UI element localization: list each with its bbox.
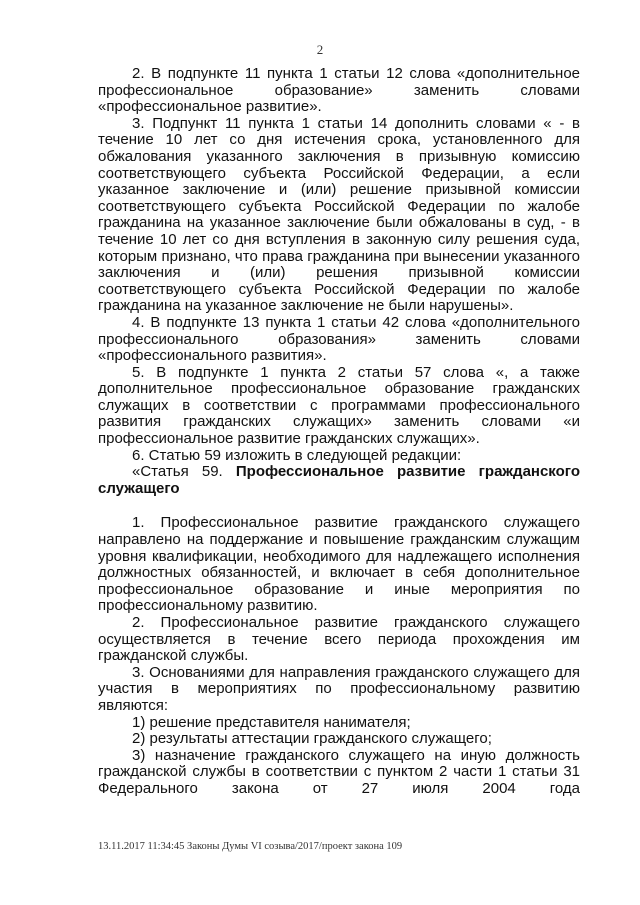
article-heading-title: Профессиональное развитие гражданского служащего xyxy=(98,463,580,497)
document-footer: 13.11.2017 11:34:45 Законы Думы VI созыва/2017/проект закона 109 xyxy=(98,841,403,852)
amendment-paragraph: 2. В подпункте 11 пункта 1 статьи 12 слова «дополнительное профессиональное образование» заменить словами «профессиональное развитие». xyxy=(98,65,580,116)
page-number: 2 xyxy=(316,42,324,57)
article-paragraph: 3. Основаниями для направления гражданского служащего для участия в мероприятиях по профессиональному развитию являются: xyxy=(98,663,580,714)
article-paragraph: 3) назначение гражданского служащего на иную должность гражданской службы в соответствии с пунктом 2 части 1 статьи 31 Федерального закона от 27 июля 2004 года xyxy=(98,746,580,797)
amendment-paragraph: 3. Подпункт 11 пункта 1 статьи 14 дополнить словами « - в течение 10 лет со дня истечения срока, установленного для обжалования указанного заключения в призывную комиссию соответствующего субъекта Российской Федерации, а если указанное заключение и (или) решение призывной комиссии соответствующего субъекта Российской Федерации по жалобе гражданина на указанное заключение были обжалованы в суд, - в течение 10 лет со дня вступления в законную силу решения суда, которым признано, что права гражданина при вынесении указанного заключения и (или) решения призывной комиссии соответствующего субъекта Российской Федерации по жалобе гражданина на указанное заключение не были нарушены». xyxy=(98,114,580,315)
article-paragraph: 2. Профессиональное развитие гражданского служащего осуществляется в течение всего периода прохождения им гражданской службы. xyxy=(98,614,580,665)
article-heading-prefix: «Статья 59. xyxy=(132,463,236,481)
article-paragraph: 1) решение представителя нанимателя; xyxy=(132,713,411,731)
article-paragraph: 2) результаты аттестации гражданского служащего; xyxy=(132,730,492,748)
amendment-paragraph: 6. Статью 59 изложить в следующей редакции: xyxy=(132,446,462,464)
article-heading xyxy=(98,464,580,497)
article-paragraph: 1. Профессиональное развитие гражданского служащего направлено на поддержание и повышение гражданским служащим уровня квалификации, необходимого для надлежащего исполнения должностных обязанностей, и включает в себя дополнительное профессиональное образование и иные мероприятия по профессиональному развитию. xyxy=(98,514,580,615)
amendment-paragraph: 4. В подпункте 13 пункта 1 статьи 42 слова «дополнительного профессионального образования» заменить словами «профессионального развития». xyxy=(98,313,580,365)
amendments-text xyxy=(98,66,580,798)
amendment-paragraph: 5. В подпункте 1 пункта 2 статьи 57 слова «, а также дополнительное профессиональное образование гражданских служащих в соответствии с программами профессионального развития гражданских служащих» заменить словами «и профессиональное развитие гражданских служащих». xyxy=(98,363,580,448)
spacer xyxy=(98,497,580,515)
